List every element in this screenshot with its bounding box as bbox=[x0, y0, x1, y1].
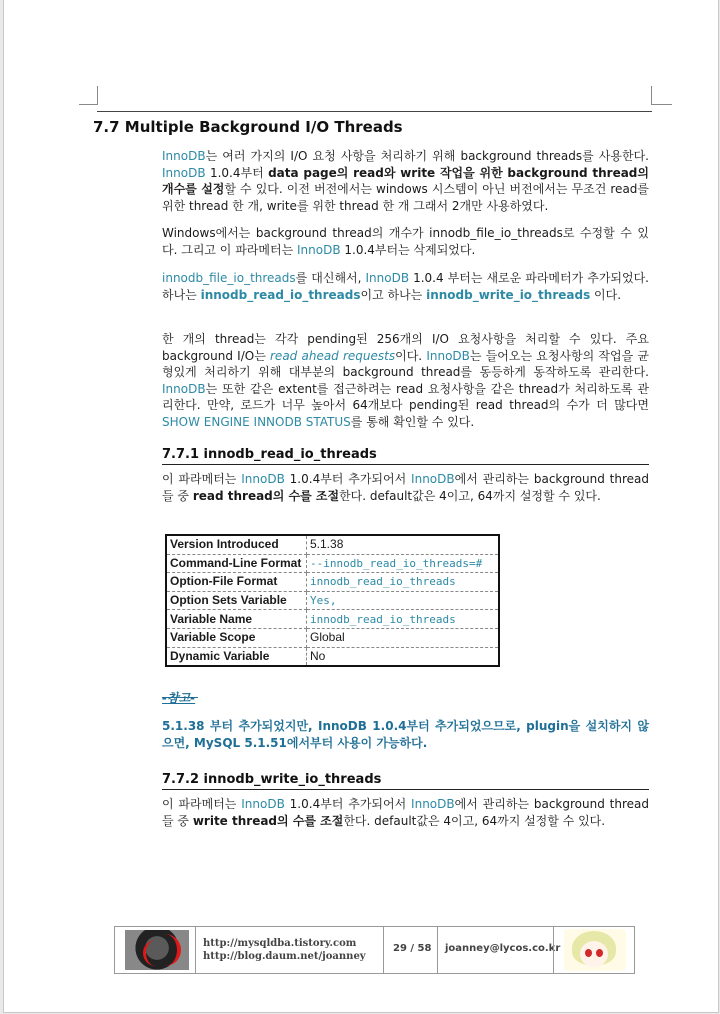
command-term: SHOW ENGINE INNODB STATUS bbox=[162, 414, 351, 429]
text-run: 한다. default값은 4이고, 64까지 설정할 수 있다. bbox=[343, 813, 606, 828]
intro-paragraph-3 bbox=[162, 270, 649, 303]
text-run: 한다. default값은 4이고, 64까지 설정할 수 있다. bbox=[339, 488, 601, 503]
option-row bbox=[166, 610, 499, 629]
page-footer bbox=[114, 926, 635, 974]
intro-paragraph-4 bbox=[162, 331, 649, 430]
text-run: 할 수 있다. 이전 버전에서는 windows 시스템이 아닌 버전에서는 무조건 read를 위한 thread 한 개, write를 위한 thread 한 개 그래서 2개만 사용하였다. bbox=[162, 182, 650, 213]
crop-mark-top-right bbox=[651, 86, 672, 105]
header-rule bbox=[97, 111, 652, 112]
innodb-term: InnoDB bbox=[162, 149, 206, 163]
innodb-term: InnoDB bbox=[411, 797, 455, 811]
text-run: 이다. bbox=[395, 348, 427, 363]
intro-paragraph-2 bbox=[162, 225, 649, 258]
param-name: innodb_file_io_threads bbox=[162, 271, 296, 285]
text-run: 1.0.4부터 추가되어서 bbox=[284, 797, 412, 811]
text-run: 1.0.4부터 bbox=[205, 165, 269, 180]
text-run: Windows에서는 background thread의 개수가 innodb_file_io_threads로 수정할 수 있다. 그리고 이 파라메터는 bbox=[162, 226, 649, 257]
option-value: 5.1.38 bbox=[307, 535, 500, 554]
footer-link-tistory[interactable]: http://mysqldba.tistory.com bbox=[203, 938, 357, 949]
option-row bbox=[166, 628, 499, 647]
text-run: 1.0.4 부터는 새로운 파라메터가 추가되었다. 하나는 bbox=[162, 271, 649, 302]
text-run: 를 대신해서, bbox=[295, 271, 366, 285]
footer-link-daum[interactable]: http://blog.daum.net/joanney bbox=[203, 951, 366, 962]
write-threads-paragraph bbox=[162, 796, 649, 829]
footer-divider bbox=[437, 927, 438, 973]
option-value: Global bbox=[307, 628, 500, 647]
option-value: innodb_read_io_threads bbox=[307, 573, 500, 592]
option-key: Variable Name bbox=[166, 610, 307, 629]
option-value: Yes, bbox=[307, 591, 500, 610]
author-avatar-left bbox=[125, 930, 189, 970]
option-key: Option-File Format bbox=[166, 573, 307, 592]
crop-mark-top-left bbox=[79, 86, 98, 105]
innodb-term: InnoDB bbox=[241, 797, 285, 811]
option-key: Option Sets Variable bbox=[166, 591, 307, 610]
note-title: -참고- bbox=[162, 691, 196, 705]
option-value: innodb_read_io_threads bbox=[307, 610, 500, 629]
footer-divider bbox=[383, 927, 384, 973]
text-run: 1.0.4부터 추가되어서 bbox=[284, 472, 412, 486]
text-run: 한 개의 thread는 각각 pending된 256개의 I/O 요청사항을 처리할 수 있다. 주요 background I/O는 bbox=[162, 332, 649, 363]
innodb-term: InnoDB bbox=[411, 472, 455, 486]
read-threads-paragraph bbox=[162, 471, 649, 504]
text-run: 이고 하나는 bbox=[360, 287, 427, 302]
option-key: Dynamic Variable bbox=[166, 647, 307, 666]
param-name: innodb_write_io_threads bbox=[426, 287, 591, 302]
text-run: 이 파라메터는 bbox=[162, 797, 242, 811]
footer-links bbox=[203, 937, 366, 963]
innodb-term: InnoDB bbox=[365, 271, 410, 285]
option-value: --innodb_read_io_threads=# bbox=[307, 554, 500, 573]
option-key: Variable Scope bbox=[166, 628, 307, 647]
param-name: innodb_read_io_threads bbox=[200, 287, 361, 302]
option-row bbox=[166, 591, 499, 610]
text-run: 에서 관리하는 background thread들 중 bbox=[162, 797, 650, 828]
innodb-term: InnoDB bbox=[297, 242, 341, 257]
author-avatar-right bbox=[564, 929, 626, 971]
emphasis: write thread의 수를 조절 bbox=[192, 813, 344, 828]
note-strike bbox=[162, 697, 198, 698]
option-row bbox=[166, 535, 499, 554]
subsection-title-write: 7.7.2 innodb_write_io_threads bbox=[162, 772, 649, 790]
text-run: 를 통해 확인할 수 있다. bbox=[350, 414, 475, 429]
innodb-term: InnoDB bbox=[426, 348, 470, 363]
text-run: 이다. bbox=[590, 287, 622, 302]
innodb-term: InnoDB bbox=[241, 472, 285, 486]
option-value: No bbox=[307, 647, 500, 666]
page-number: 29 / 58 bbox=[393, 943, 432, 954]
option-row bbox=[166, 573, 499, 592]
option-key: Version Introduced bbox=[166, 535, 307, 554]
footer-divider bbox=[553, 927, 554, 973]
footer-divider bbox=[195, 927, 196, 973]
text-run: 는 들어오는 요청사항의 작업을 균형있게 처리하기 위해 대부분의 background thread를 동등하게 동작하도록 관리한다. bbox=[162, 348, 649, 379]
note-text bbox=[162, 718, 649, 751]
footer-email[interactable]: joanney@lycos.co.kr bbox=[445, 943, 561, 954]
text-run: 에서 관리하는 background thread들 중 bbox=[162, 472, 650, 503]
option-row bbox=[166, 554, 499, 573]
emphasis: read thread의 수를 조절 bbox=[192, 488, 340, 503]
intro-paragraph-1 bbox=[162, 148, 649, 214]
text-run: 는 여러 가지의 I/O 요청 사항을 처리하기 위해 background threads를 사용한다. bbox=[205, 149, 649, 163]
option-row bbox=[166, 647, 499, 666]
subsection-title-read: 7.7.1 innodb_read_io_threads bbox=[162, 447, 649, 465]
text-run: 1.0.4부터는 삭제되었다. bbox=[340, 242, 476, 257]
innodb-term: InnoDB bbox=[162, 165, 206, 180]
emphasis: data page의 read와 write 작업을 위한 background thread의 개수를 설정 bbox=[162, 165, 649, 196]
text-run: 는 또한 같은 extent를 접근하려는 read 요청사항을 같은 thread가 처리하도록 관리한다. 만약, 로드가 너무 높아서 64개보다 pending된 read thread의 수가 더 많다면 bbox=[162, 381, 649, 412]
read-ahead-term: read ahead requests bbox=[270, 348, 396, 363]
section-title: 7.7 Multiple Background I/O Threads bbox=[93, 118, 403, 136]
text-run: 이 파라메터는 bbox=[162, 472, 242, 486]
innodb-term: InnoDB bbox=[162, 381, 206, 396]
option-table bbox=[165, 534, 500, 667]
option-key: Command-Line Format bbox=[166, 554, 307, 573]
note-body: 5.1.38 부터 추가되었지만, InnoDB 1.0.4부터 추가되었으므로, plugin을 설치하지 않으면, MySQL 5.1.51에서부터 사용이 가능하다. bbox=[162, 719, 649, 750]
